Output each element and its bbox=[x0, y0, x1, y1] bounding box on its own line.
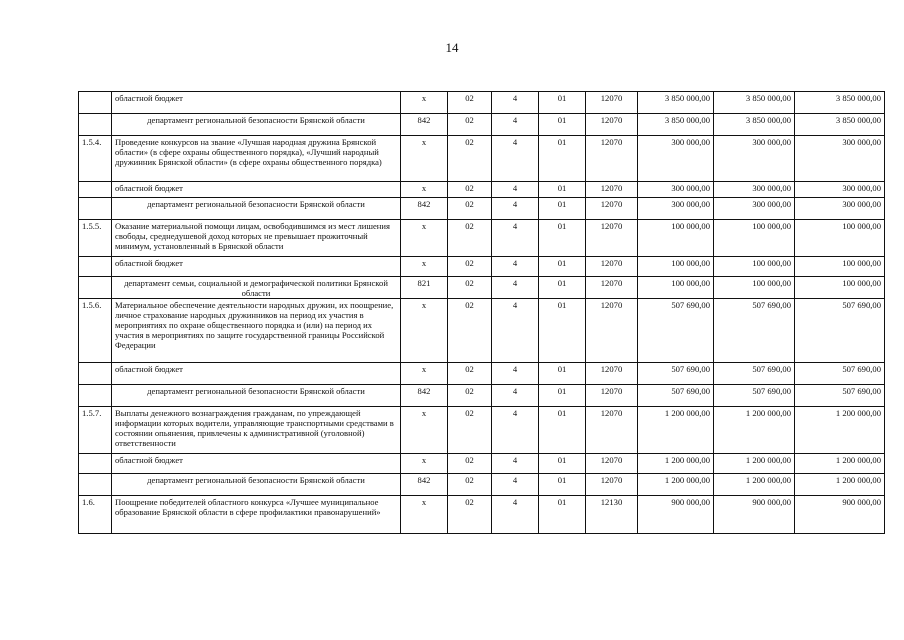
cell-description: Поощрение победителей областного конкурса «Лучшее муниципальное образование Брянской области в сфере профилактики правонарушений» bbox=[112, 496, 401, 534]
cell-pr: 4 bbox=[492, 363, 539, 385]
cell-cs: 01 bbox=[539, 220, 586, 257]
cell-amount-year1: 100 000,00 bbox=[638, 220, 714, 257]
cell-amount-year1: 300 000,00 bbox=[638, 182, 714, 198]
cell-number bbox=[79, 257, 112, 277]
page-number: 14 bbox=[445, 40, 459, 55]
cell-vr: 12070 bbox=[586, 92, 638, 114]
cell-grbs: 842 bbox=[401, 474, 448, 496]
cell-grbs: 821 bbox=[401, 277, 448, 299]
cell-description: областной бюджет bbox=[112, 363, 401, 385]
cell-description: областной бюджет bbox=[112, 92, 401, 114]
cell-rz: 02 bbox=[448, 136, 492, 182]
cell-vr: 12070 bbox=[586, 363, 638, 385]
cell-number: 1.5.6. bbox=[79, 299, 112, 363]
cell-amount-year3: 507 690,00 bbox=[795, 385, 885, 407]
cell-number bbox=[79, 277, 112, 299]
cell-description: департамент региональной безопасности Брянской области bbox=[112, 198, 401, 220]
cell-grbs: x bbox=[401, 496, 448, 534]
cell-pr: 4 bbox=[492, 474, 539, 496]
cell-amount-year2: 100 000,00 bbox=[714, 220, 795, 257]
table-row bbox=[79, 182, 885, 198]
cell-number bbox=[79, 114, 112, 136]
cell-amount-year3: 100 000,00 bbox=[795, 257, 885, 277]
cell-pr: 4 bbox=[492, 198, 539, 220]
table-row bbox=[79, 257, 885, 277]
cell-description: областной бюджет bbox=[112, 454, 401, 474]
cell-amount-year1: 3 850 000,00 bbox=[638, 114, 714, 136]
cell-vr: 12070 bbox=[586, 385, 638, 407]
cell-rz: 02 bbox=[448, 277, 492, 299]
cell-pr: 4 bbox=[492, 182, 539, 198]
cell-description: департамент региональной безопасности Брянской области bbox=[112, 474, 401, 496]
cell-amount-year3: 900 000,00 bbox=[795, 496, 885, 534]
cell-vr: 12070 bbox=[586, 299, 638, 363]
cell-rz: 02 bbox=[448, 407, 492, 454]
cell-amount-year2: 507 690,00 bbox=[714, 363, 795, 385]
cell-grbs: x bbox=[401, 92, 448, 114]
cell-number bbox=[79, 92, 112, 114]
cell-pr: 4 bbox=[492, 299, 539, 363]
cell-number: 1.5.4. bbox=[79, 136, 112, 182]
cell-cs: 01 bbox=[539, 198, 586, 220]
cell-vr: 12070 bbox=[586, 114, 638, 136]
cell-amount-year2: 1 200 000,00 bbox=[714, 454, 795, 474]
cell-amount-year3: 300 000,00 bbox=[795, 136, 885, 182]
cell-vr: 12070 bbox=[586, 257, 638, 277]
cell-vr: 12070 bbox=[586, 277, 638, 299]
cell-cs: 01 bbox=[539, 496, 586, 534]
cell-number bbox=[79, 198, 112, 220]
cell-amount-year3: 300 000,00 bbox=[795, 198, 885, 220]
cell-vr: 12070 bbox=[586, 220, 638, 257]
budget-table bbox=[78, 91, 885, 534]
cell-cs: 01 bbox=[539, 299, 586, 363]
cell-amount-year3: 507 690,00 bbox=[795, 363, 885, 385]
cell-amount-year1: 100 000,00 bbox=[638, 277, 714, 299]
cell-cs: 01 bbox=[539, 454, 586, 474]
table-row bbox=[79, 363, 885, 385]
cell-pr: 4 bbox=[492, 92, 539, 114]
cell-number bbox=[79, 474, 112, 496]
table-row bbox=[79, 474, 885, 496]
cell-amount-year3: 100 000,00 bbox=[795, 277, 885, 299]
cell-description: Проведение конкурсов на звание «Лучшая народная дружина Брянской области» (в сфере охраны общественного порядка), «Лучший народный дружинник Брянской области» (в сфере охраны общественного порядка) bbox=[112, 136, 401, 182]
cell-number bbox=[79, 385, 112, 407]
cell-pr: 4 bbox=[492, 277, 539, 299]
cell-grbs: x bbox=[401, 257, 448, 277]
cell-amount-year2: 3 850 000,00 bbox=[714, 92, 795, 114]
cell-cs: 01 bbox=[539, 114, 586, 136]
table-row bbox=[79, 454, 885, 474]
cell-amount-year1: 100 000,00 bbox=[638, 257, 714, 277]
cell-amount-year2: 100 000,00 bbox=[714, 277, 795, 299]
cell-description: Материальное обеспечение деятельности народных дружин, их поощрение, личное страхование народных дружинников на период их участия в мероприятиях по охране общественного порядка и (или) на период их участия в мероприятиях по защите государственной границы Российской Федерации bbox=[112, 299, 401, 363]
table-row bbox=[79, 114, 885, 136]
cell-pr: 4 bbox=[492, 496, 539, 534]
cell-amount-year1: 507 690,00 bbox=[638, 363, 714, 385]
cell-amount-year1: 1 200 000,00 bbox=[638, 474, 714, 496]
cell-amount-year1: 300 000,00 bbox=[638, 198, 714, 220]
cell-amount-year3: 1 200 000,00 bbox=[795, 474, 885, 496]
table-row bbox=[79, 299, 885, 363]
table-row bbox=[79, 220, 885, 257]
cell-description: областной бюджет bbox=[112, 257, 401, 277]
cell-cs: 01 bbox=[539, 182, 586, 198]
cell-cs: 01 bbox=[539, 363, 586, 385]
table-row bbox=[79, 277, 885, 299]
cell-description: департамент региональной безопасности Брянской области bbox=[112, 385, 401, 407]
cell-rz: 02 bbox=[448, 92, 492, 114]
cell-amount-year1: 1 200 000,00 bbox=[638, 407, 714, 454]
cell-amount-year3: 1 200 000,00 bbox=[795, 454, 885, 474]
cell-grbs: 842 bbox=[401, 385, 448, 407]
cell-amount-year3: 100 000,00 bbox=[795, 220, 885, 257]
cell-rz: 02 bbox=[448, 257, 492, 277]
cell-amount-year2: 3 850 000,00 bbox=[714, 114, 795, 136]
cell-rz: 02 bbox=[448, 198, 492, 220]
cell-pr: 4 bbox=[492, 114, 539, 136]
table-row bbox=[79, 136, 885, 182]
cell-amount-year1: 3 850 000,00 bbox=[638, 92, 714, 114]
cell-grbs: x bbox=[401, 299, 448, 363]
cell-rz: 02 bbox=[448, 385, 492, 407]
cell-rz: 02 bbox=[448, 299, 492, 363]
cell-grbs: x bbox=[401, 363, 448, 385]
cell-cs: 01 bbox=[539, 136, 586, 182]
cell-amount-year1: 507 690,00 bbox=[638, 385, 714, 407]
cell-amount-year2: 507 690,00 bbox=[714, 299, 795, 363]
cell-cs: 01 bbox=[539, 277, 586, 299]
table-row bbox=[79, 496, 885, 534]
cell-amount-year2: 507 690,00 bbox=[714, 385, 795, 407]
cell-vr: 12070 bbox=[586, 198, 638, 220]
cell-amount-year2: 300 000,00 bbox=[714, 198, 795, 220]
cell-amount-year3: 3 850 000,00 bbox=[795, 114, 885, 136]
cell-grbs: 842 bbox=[401, 114, 448, 136]
cell-cs: 01 bbox=[539, 474, 586, 496]
cell-grbs: x bbox=[401, 220, 448, 257]
cell-rz: 02 bbox=[448, 474, 492, 496]
cell-number: 1.5.7. bbox=[79, 407, 112, 454]
cell-vr: 12070 bbox=[586, 182, 638, 198]
cell-grbs: x bbox=[401, 182, 448, 198]
cell-amount-year1: 1 200 000,00 bbox=[638, 454, 714, 474]
cell-rz: 02 bbox=[448, 220, 492, 257]
cell-rz: 02 bbox=[448, 454, 492, 474]
cell-description: областной бюджет bbox=[112, 182, 401, 198]
cell-amount-year3: 3 850 000,00 bbox=[795, 92, 885, 114]
cell-amount-year1: 900 000,00 bbox=[638, 496, 714, 534]
cell-grbs: x bbox=[401, 454, 448, 474]
cell-rz: 02 bbox=[448, 114, 492, 136]
cell-amount-year2: 300 000,00 bbox=[714, 182, 795, 198]
cell-number: 1.5.5. bbox=[79, 220, 112, 257]
cell-amount-year2: 300 000,00 bbox=[714, 136, 795, 182]
cell-amount-year2: 900 000,00 bbox=[714, 496, 795, 534]
cell-vr: 12070 bbox=[586, 407, 638, 454]
cell-description: департамент семьи, социальной и демографической политики Брянской области bbox=[112, 277, 401, 299]
cell-description: Выплаты денежного вознаграждения гражданам, по упреждающей информации которых водители, управляющие транспортными средствами в состоянии опьянения, привлечены к административной (уголовной) ответственности bbox=[112, 407, 401, 454]
cell-pr: 4 bbox=[492, 136, 539, 182]
cell-grbs: x bbox=[401, 407, 448, 454]
cell-amount-year2: 100 000,00 bbox=[714, 257, 795, 277]
cell-amount-year3: 1 200 000,00 bbox=[795, 407, 885, 454]
cell-cs: 01 bbox=[539, 257, 586, 277]
cell-amount-year1: 300 000,00 bbox=[638, 136, 714, 182]
cell-vr: 12130 bbox=[586, 496, 638, 534]
table-row bbox=[79, 385, 885, 407]
cell-grbs: x bbox=[401, 136, 448, 182]
cell-rz: 02 bbox=[448, 363, 492, 385]
table-row bbox=[79, 407, 885, 454]
cell-cs: 01 bbox=[539, 407, 586, 454]
cell-number: 1.6. bbox=[79, 496, 112, 534]
cell-amount-year2: 1 200 000,00 bbox=[714, 407, 795, 454]
cell-amount-year3: 507 690,00 bbox=[795, 299, 885, 363]
cell-pr: 4 bbox=[492, 454, 539, 474]
cell-vr: 12070 bbox=[586, 136, 638, 182]
cell-grbs: 842 bbox=[401, 198, 448, 220]
cell-cs: 01 bbox=[539, 385, 586, 407]
cell-number bbox=[79, 363, 112, 385]
cell-number bbox=[79, 454, 112, 474]
cell-pr: 4 bbox=[492, 220, 539, 257]
cell-number bbox=[79, 182, 112, 198]
cell-pr: 4 bbox=[492, 385, 539, 407]
cell-amount-year2: 1 200 000,00 bbox=[714, 474, 795, 496]
cell-amount-year3: 300 000,00 bbox=[795, 182, 885, 198]
table-row bbox=[79, 92, 885, 114]
cell-vr: 12070 bbox=[586, 454, 638, 474]
cell-pr: 4 bbox=[492, 257, 539, 277]
cell-pr: 4 bbox=[492, 407, 539, 454]
cell-amount-year1: 507 690,00 bbox=[638, 299, 714, 363]
cell-cs: 01 bbox=[539, 92, 586, 114]
cell-rz: 02 bbox=[448, 496, 492, 534]
cell-description: департамент региональной безопасности Брянской области bbox=[112, 114, 401, 136]
cell-description: Оказание материальной помощи лицам, освободившимся из мест лишения свободы, среднедушевой доход которых не превышает прожиточный минимум, установленный в Брянской области bbox=[112, 220, 401, 257]
cell-vr: 12070 bbox=[586, 474, 638, 496]
cell-rz: 02 bbox=[448, 182, 492, 198]
table-row bbox=[79, 198, 885, 220]
